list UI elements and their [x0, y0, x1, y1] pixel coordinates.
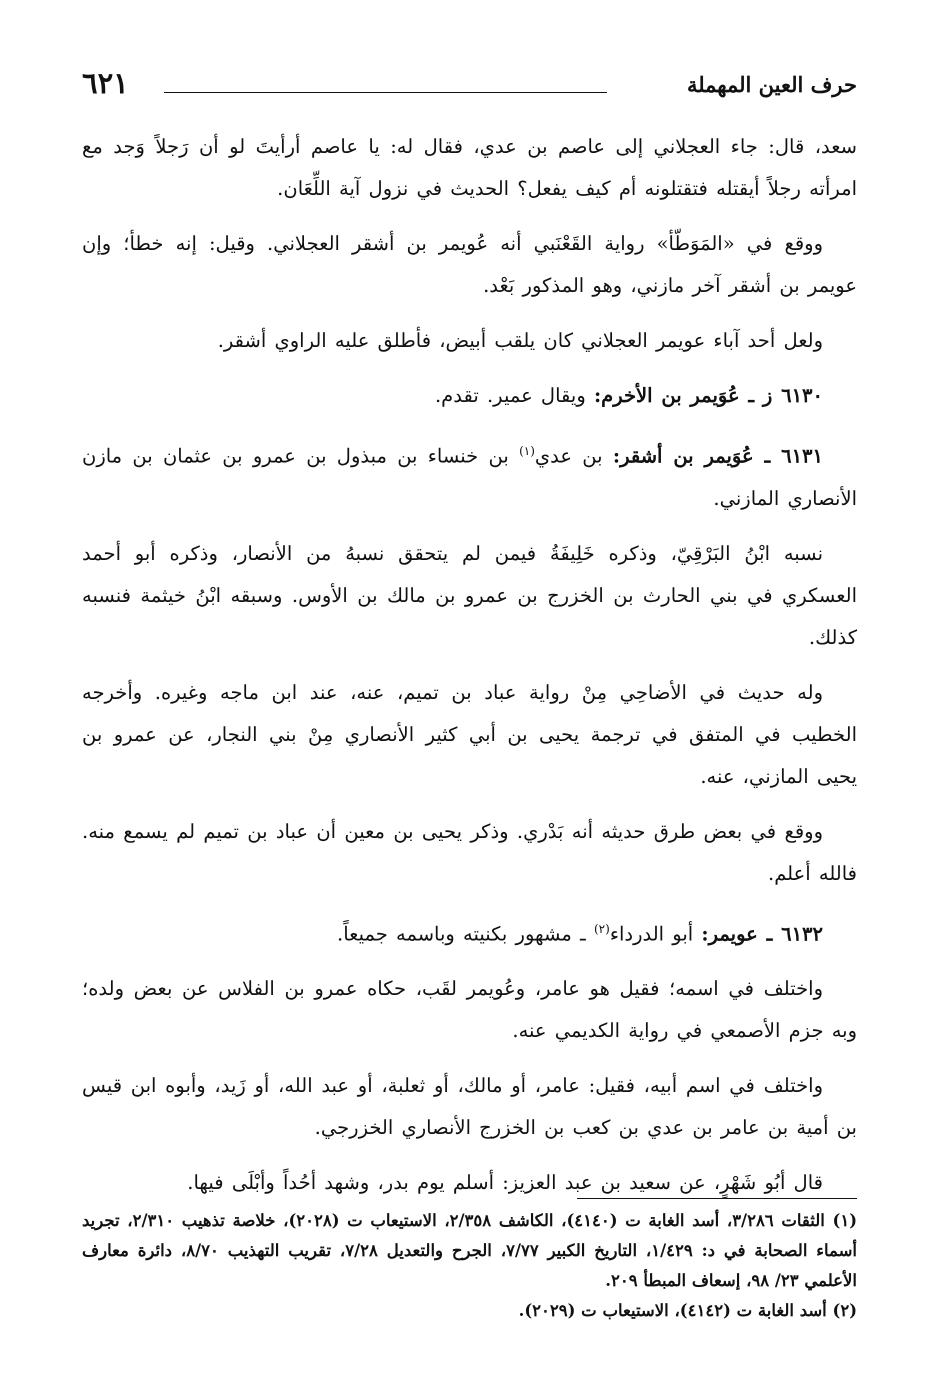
entry-text: ويقال عمير. تقدم.: [434, 384, 594, 407]
entry-heading: ٦١٣١ ـ عُوَيمر بن أشقر:: [612, 444, 824, 468]
entry-6130: [82, 375, 857, 417]
footnote-mark: (٢): [593, 921, 610, 936]
entry-text: ـ مشهور بكنيته وباسمه جميعاً.: [337, 922, 594, 945]
paragraph: ولعل أحد آباء عويمر العجلاني كان يلقب أبيض، فأطلق عليه الراوي أشقر.: [217, 329, 823, 352]
paragraph: قال أبُو شَهْرٍ، عن سعيد بن عبد العزيز: أسلم يوم بدر، وشهد أحُداً وأبْلَى فيها.: [187, 1171, 823, 1194]
paragraph: سعد، قال: جاء العجلاني إلى عاصم بن عدي، فقال له: يا عاصم أرأيتَ لو أن رَجلاً وَجد مع امرأته رجلاً أيقتله فتقتلونه أم كيف يفعل؟ الحديث في نزول آية اللِّعَان.: [82, 135, 857, 200]
paragraph: ووقع في «المَوَطّأ» رواية القَعْنَبي أنه عُويمر بن أشقر العجلاني. وقيل: إنه خطأ؛ وإن عويمر بن أشقر آخر مازني، وهو المذكور بَعْد.: [82, 232, 857, 297]
entry-6132: [82, 908, 857, 956]
running-title: حرف العين المهملة: [686, 72, 857, 97]
footnote-separator: [577, 1198, 857, 1199]
paragraph: وله حديث في الأضاحِي مِنْ رواية عباد بن تميم، عنه، عند ابن ماجه وغيره. وأخرجه الخطيب في المتفق في ترجمة يحيى بن أبي كثير الأنصاري مِنْ بني النجار، عن عمرو بن يحيى المازني، عنه.: [82, 680, 857, 788]
footnote: (١) الثقات ٣/٢٨٦، أسد الغابة ت (٤١٤٠)، الكاشف ٢/٣٥٨، الاستيعاب ت (٢٠٢٨)، خلاصة تذهيب ٢/٣١٠، تجريد أسماء الصحابة في د: ١/٤٢٩، التاريخ الكبير ٧/٧٧، الجرح والتعديل ٧/٢٨، تقريب التهذيب ٨/٧٠، دائرة معارف الأعلمي ٢٣/ ٩٨، إسعاف المبطأ ٢٠٩.: [82, 1211, 858, 1290]
header-rule: [164, 92, 607, 93]
page-number: ٦٢١: [82, 66, 129, 100]
paragraph: واختلف في اسمه؛ فقيل هو عامر، وعُويمر لقَب، حكاه عمرو بن الفلاس عن بعض ولده؛ وبه جزم الأصمعي في رواية الكديمي عنه.: [82, 977, 857, 1042]
entry-text: بن خنساء بن مبذول بن عمرو بن عثمان بن مازن الأنصاري المازني.: [82, 444, 857, 510]
footnotes: [82, 1206, 857, 1326]
paragraph: ووقع في بعض طرق حديثه أنه بَدْري. وذكر يحيى بن معين أن عباد بن تميم لم يسمع منه. فالله أعلم.: [82, 819, 857, 885]
footnote-mark: (١): [519, 444, 535, 458]
entry-6131: [82, 430, 857, 520]
paragraph: نسبه ابْنُ البَرْقِيّ، وذكره خَلِيفَةُ فيمن لم يتحقق نسبهُ من الأنصار، وذكره أبو أحمد العسكري في بني الحارث بن الخزرج بن عمرو بن مالك بن الأوس. وسبقه ابْنُ خيثمة فنسبه كذلك.: [82, 541, 857, 649]
entry-text: أبو الدرداء: [609, 922, 702, 945]
paragraph: واختلف في اسم أبيه، فقيل: عامر، أو مالك، أو ثعلبة، أو عبد الله، أو زَيد، وأبوه ابن قيس بن أمية بن عامر بن عدي بن كعب بن الخزرج الأنصاري الخزرجي.: [82, 1074, 857, 1139]
entry-heading: ٦١٣٠ ز ـ عُوَيمر بن الأخرم:: [593, 384, 823, 407]
page-body: [82, 126, 857, 1217]
footnote: (٢) أسد الغابة ت (٤١٤٢)، الاستيعاب ت (٢٠٢٩).: [518, 1301, 857, 1320]
entry-heading: ٦١٣٢ ـ عويمر:: [701, 922, 823, 945]
entry-text: بن عدي: [534, 444, 613, 468]
page-header: [82, 66, 857, 106]
